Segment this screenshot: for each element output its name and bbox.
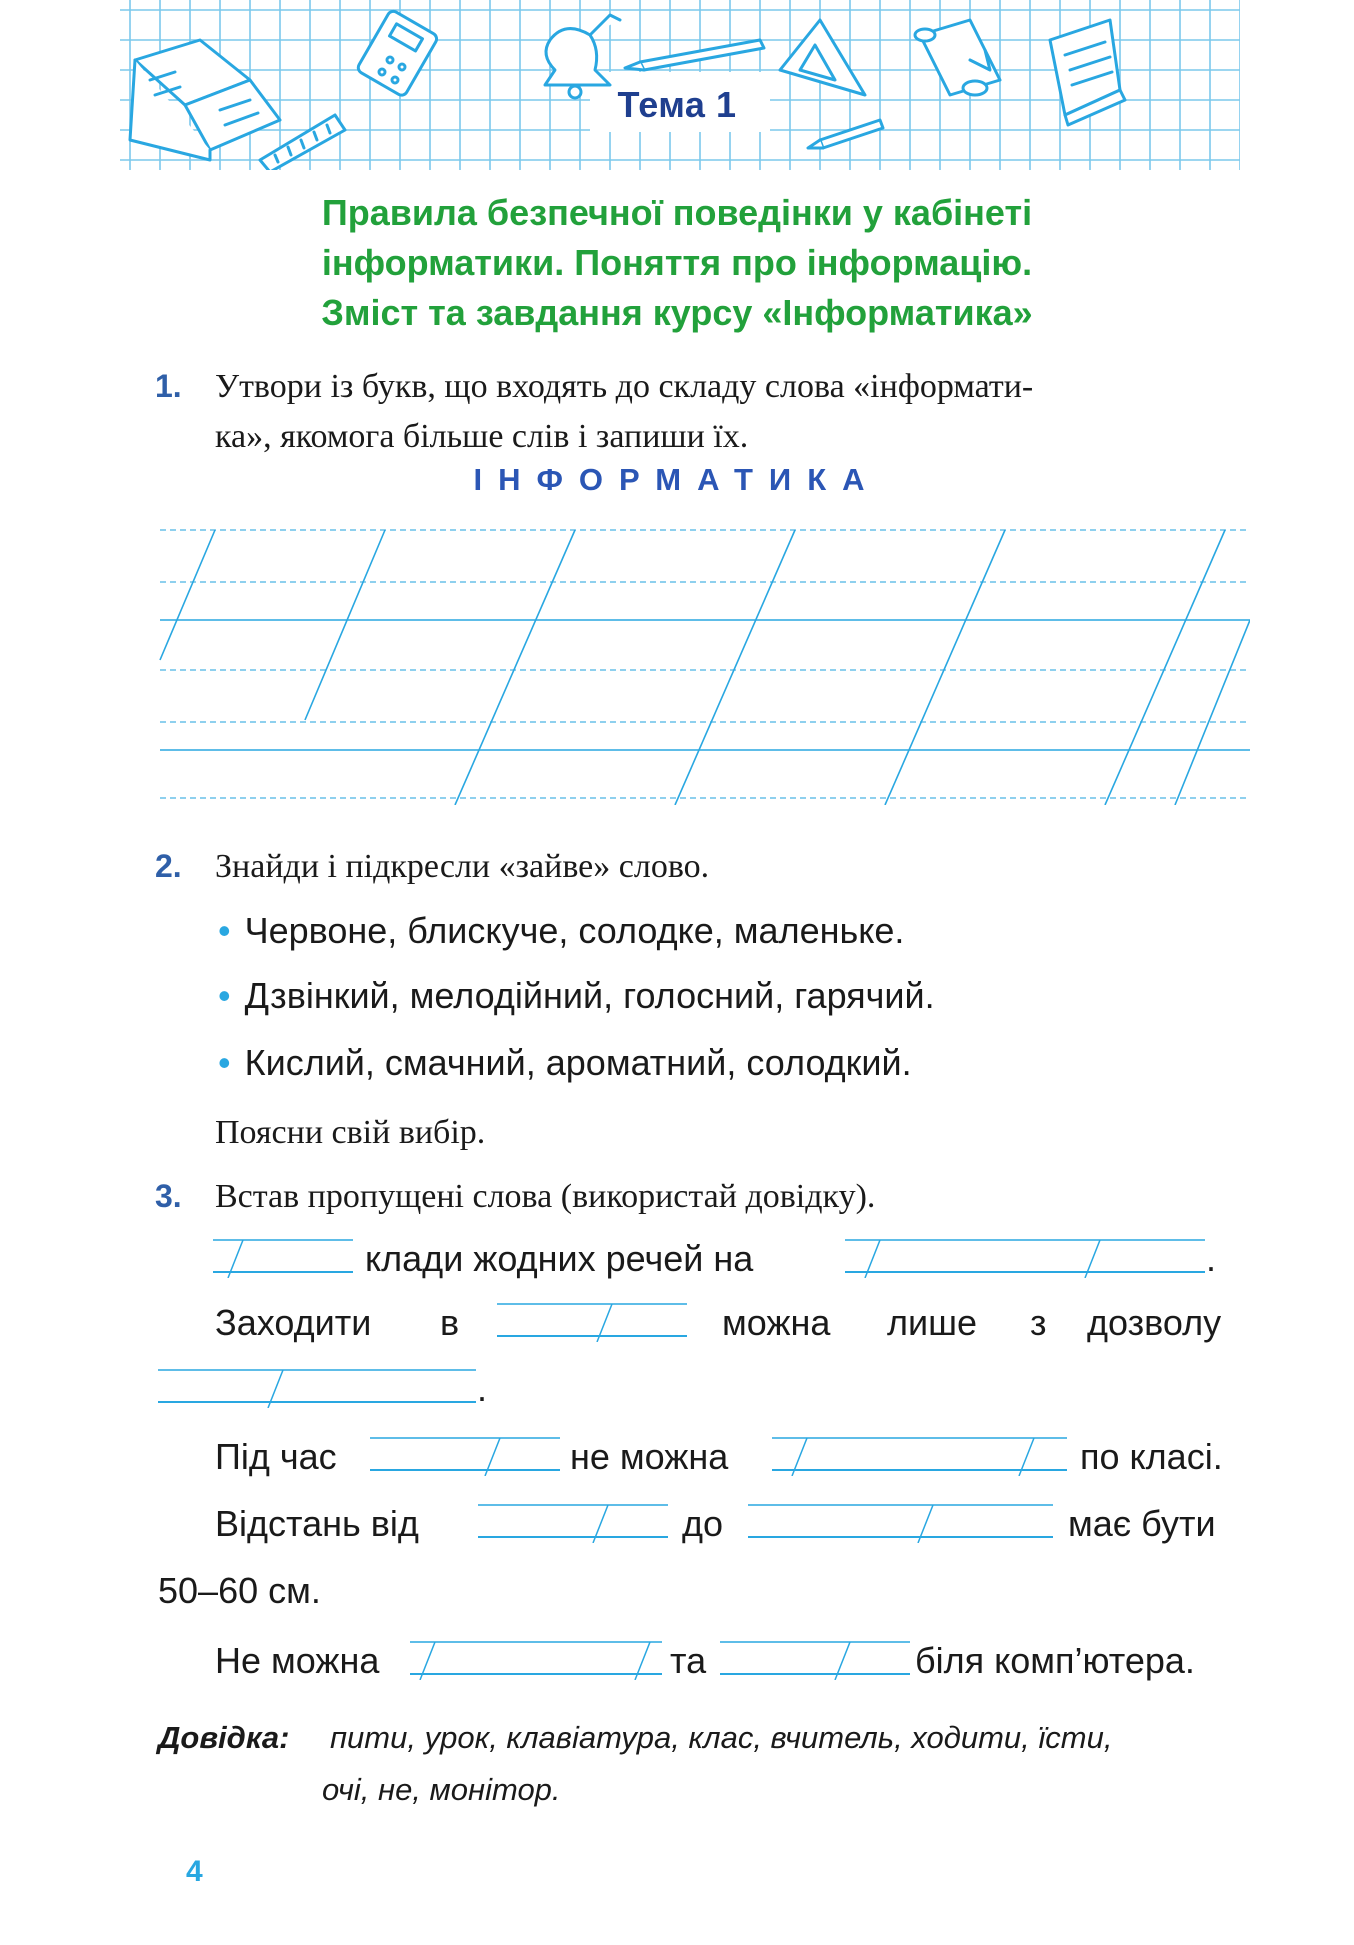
blank-field[interactable]	[410, 1634, 662, 1680]
sentence-text: в	[440, 1302, 460, 1343]
sentence-text: не можна	[570, 1436, 729, 1477]
sentence-text: та	[670, 1640, 707, 1681]
task-number: 3.	[155, 1178, 182, 1214]
sentence-text: Відстань від	[215, 1503, 419, 1544]
blank-field[interactable]	[772, 1430, 1067, 1476]
sentence-text: з	[1030, 1302, 1047, 1343]
sentence-text: 50–60 см.	[158, 1570, 321, 1611]
bullet-text: Кислий, смачний, ароматний, солодкий.	[244, 1042, 912, 1083]
title-line: Зміст та завдання курсу «Інформатика»	[321, 292, 1033, 333]
task1-line: Утвори із букв, що входять до складу слова «інформати-	[215, 368, 1034, 405]
sentence-text: має бути	[1068, 1503, 1216, 1544]
title-line: інформатики. Поняття про інформацію.	[321, 242, 1033, 283]
blank-field[interactable]	[748, 1497, 1053, 1543]
bullet-dot-icon: •	[218, 910, 231, 951]
sentence-text: клади жодних речей на	[365, 1238, 754, 1279]
blank-field[interactable]	[213, 1232, 353, 1278]
task1-word: ІНФОРМАТИКА	[473, 462, 881, 497]
sentence-text: Заходити	[215, 1302, 372, 1343]
sentence-text: до	[682, 1503, 724, 1544]
help-line: очі, не, монітор.	[322, 1772, 561, 1807]
pen-icon	[625, 40, 764, 70]
bullet-item	[218, 975, 935, 1017]
help-line: пити, урок, клавіатура, клас, вчитель, ходити, їсти,	[330, 1720, 1113, 1755]
task1-text	[215, 362, 1255, 462]
sentence-text: Під час	[215, 1436, 337, 1477]
sentence-text: по класі.	[1080, 1436, 1223, 1477]
sentence-text: лише	[887, 1302, 978, 1343]
task2-explain: Поясни свій вибір.	[215, 1114, 486, 1151]
title-line: Правила безпечної поведінки у кабінеті	[321, 192, 1033, 233]
page-number: 4	[186, 1855, 203, 1888]
bullet-dot-icon: •	[218, 975, 231, 1016]
writing-lines[interactable]	[155, 520, 1250, 805]
task-number: 1.	[155, 368, 182, 404]
blank-field[interactable]	[497, 1296, 687, 1342]
bullet-text: Дзвінкий, мелодійний, голосний, гарячий.	[244, 975, 935, 1016]
task3-text: Встав пропущені слова (використай довідку).	[215, 1178, 876, 1215]
sentence-text: .	[477, 1368, 488, 1409]
topic-label: Тема 1	[617, 84, 737, 125]
bullet-item	[218, 910, 904, 952]
blank-field[interactable]	[845, 1232, 1205, 1278]
bullet-dot-icon: •	[218, 1042, 231, 1083]
task1-line: ка», якомога більше слів і запиши їх.	[215, 418, 749, 455]
bullet-item	[218, 1042, 912, 1084]
blank-field[interactable]	[478, 1497, 668, 1543]
sentence-text: .	[1206, 1238, 1217, 1279]
sentence-text: Не можна	[215, 1640, 380, 1681]
bullet-text: Червоне, блискуче, солодке, маленьке.	[244, 910, 905, 951]
sentence-text: можна	[722, 1302, 831, 1343]
task-number: 2.	[155, 848, 182, 884]
sentence-text: біля комп’ютера.	[915, 1640, 1195, 1681]
task2-text: Знайди і підкресли «зайве» слово.	[215, 848, 710, 885]
blank-field[interactable]	[720, 1634, 910, 1680]
blank-field[interactable]	[370, 1430, 560, 1476]
page-title	[200, 188, 1154, 338]
sentence-text: дозволу	[1087, 1302, 1222, 1343]
blank-field[interactable]	[158, 1362, 476, 1408]
help-label: Довідка:	[158, 1720, 290, 1755]
